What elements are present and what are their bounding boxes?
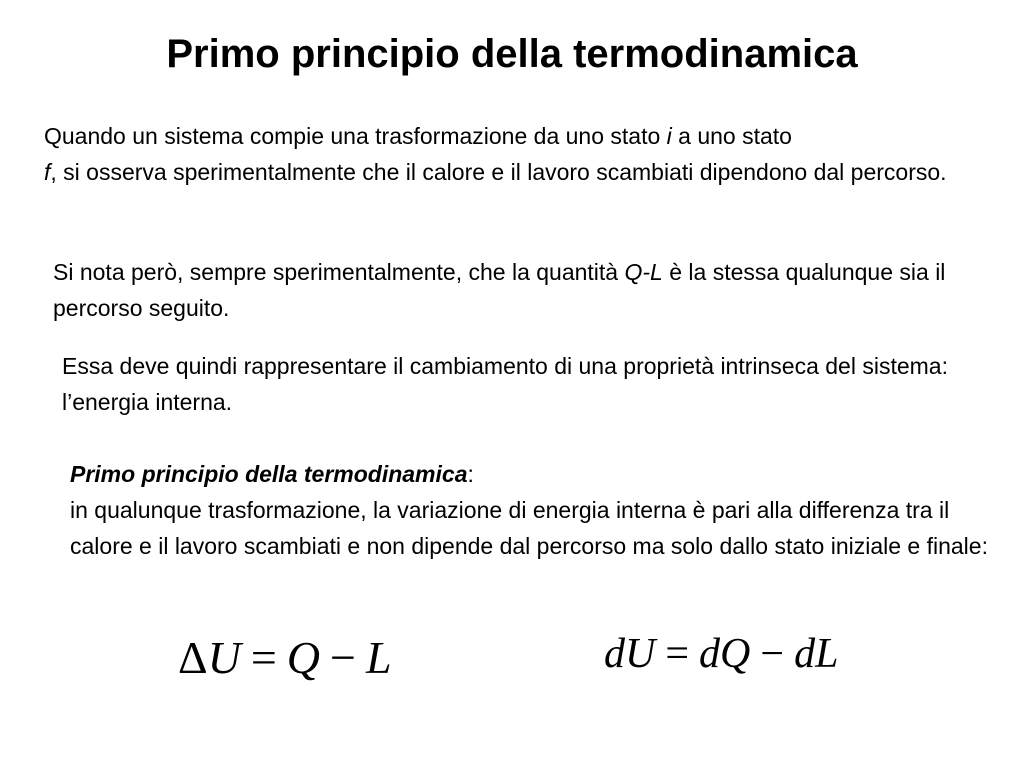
principle-heading: Primo principio della termodinamica: [70, 461, 468, 487]
state-f: f: [44, 159, 51, 185]
paragraph-text: Quando un sistema compie una trasformazione da uno stato: [44, 123, 667, 149]
paragraph-text: , si osserva sperimentalmente che il calore e il lavoro scambiati dipendono dal percorso.: [50, 159, 947, 185]
principle-text: in qualunque trasformazione, la variazione di energia interna è pari alla differenza tra il calore e il lavoro scambiati e non dipende dal percorso ma solo dallo stato iniziale e finale:: [70, 497, 988, 559]
delta-symbol: Δ: [178, 632, 208, 683]
principle-statement: [70, 456, 990, 564]
slide-title: Primo principio della termodinamica: [166, 32, 858, 76]
formula-var-q: Q: [286, 632, 321, 683]
minus-sign: −: [330, 632, 356, 683]
paragraph-q-minus-l: [53, 254, 993, 326]
quantity-q-l: Q-L: [624, 259, 663, 285]
principle-colon: :: [467, 461, 474, 487]
paragraph-text: Si nota però, sempre sperimentalmente, che la quantità: [53, 259, 625, 285]
formula-finite: [178, 632, 392, 684]
paragraph-text: è la stessa qualunque sia il percorso seguito.: [53, 259, 946, 321]
equals-sign: =: [665, 631, 690, 677]
paragraph-text: a uno stato: [671, 123, 792, 149]
formula-var-u: U: [207, 632, 241, 683]
formula-var-dl: dL: [794, 631, 839, 677]
paragraph-transformation: [44, 118, 994, 190]
paragraph-internal-energy: Essa deve quindi rappresentare il cambiamento di una proprietà intrinseca del sistema: l’energia interna.: [62, 353, 948, 415]
formula-var-du: dU: [604, 631, 656, 677]
minus-sign: −: [760, 631, 785, 677]
formula-var-dq: dQ: [699, 631, 751, 677]
equals-sign: =: [250, 632, 277, 683]
state-i: i: [666, 123, 672, 149]
formula-differential: [604, 628, 838, 680]
formula-var-l: L: [365, 632, 392, 683]
